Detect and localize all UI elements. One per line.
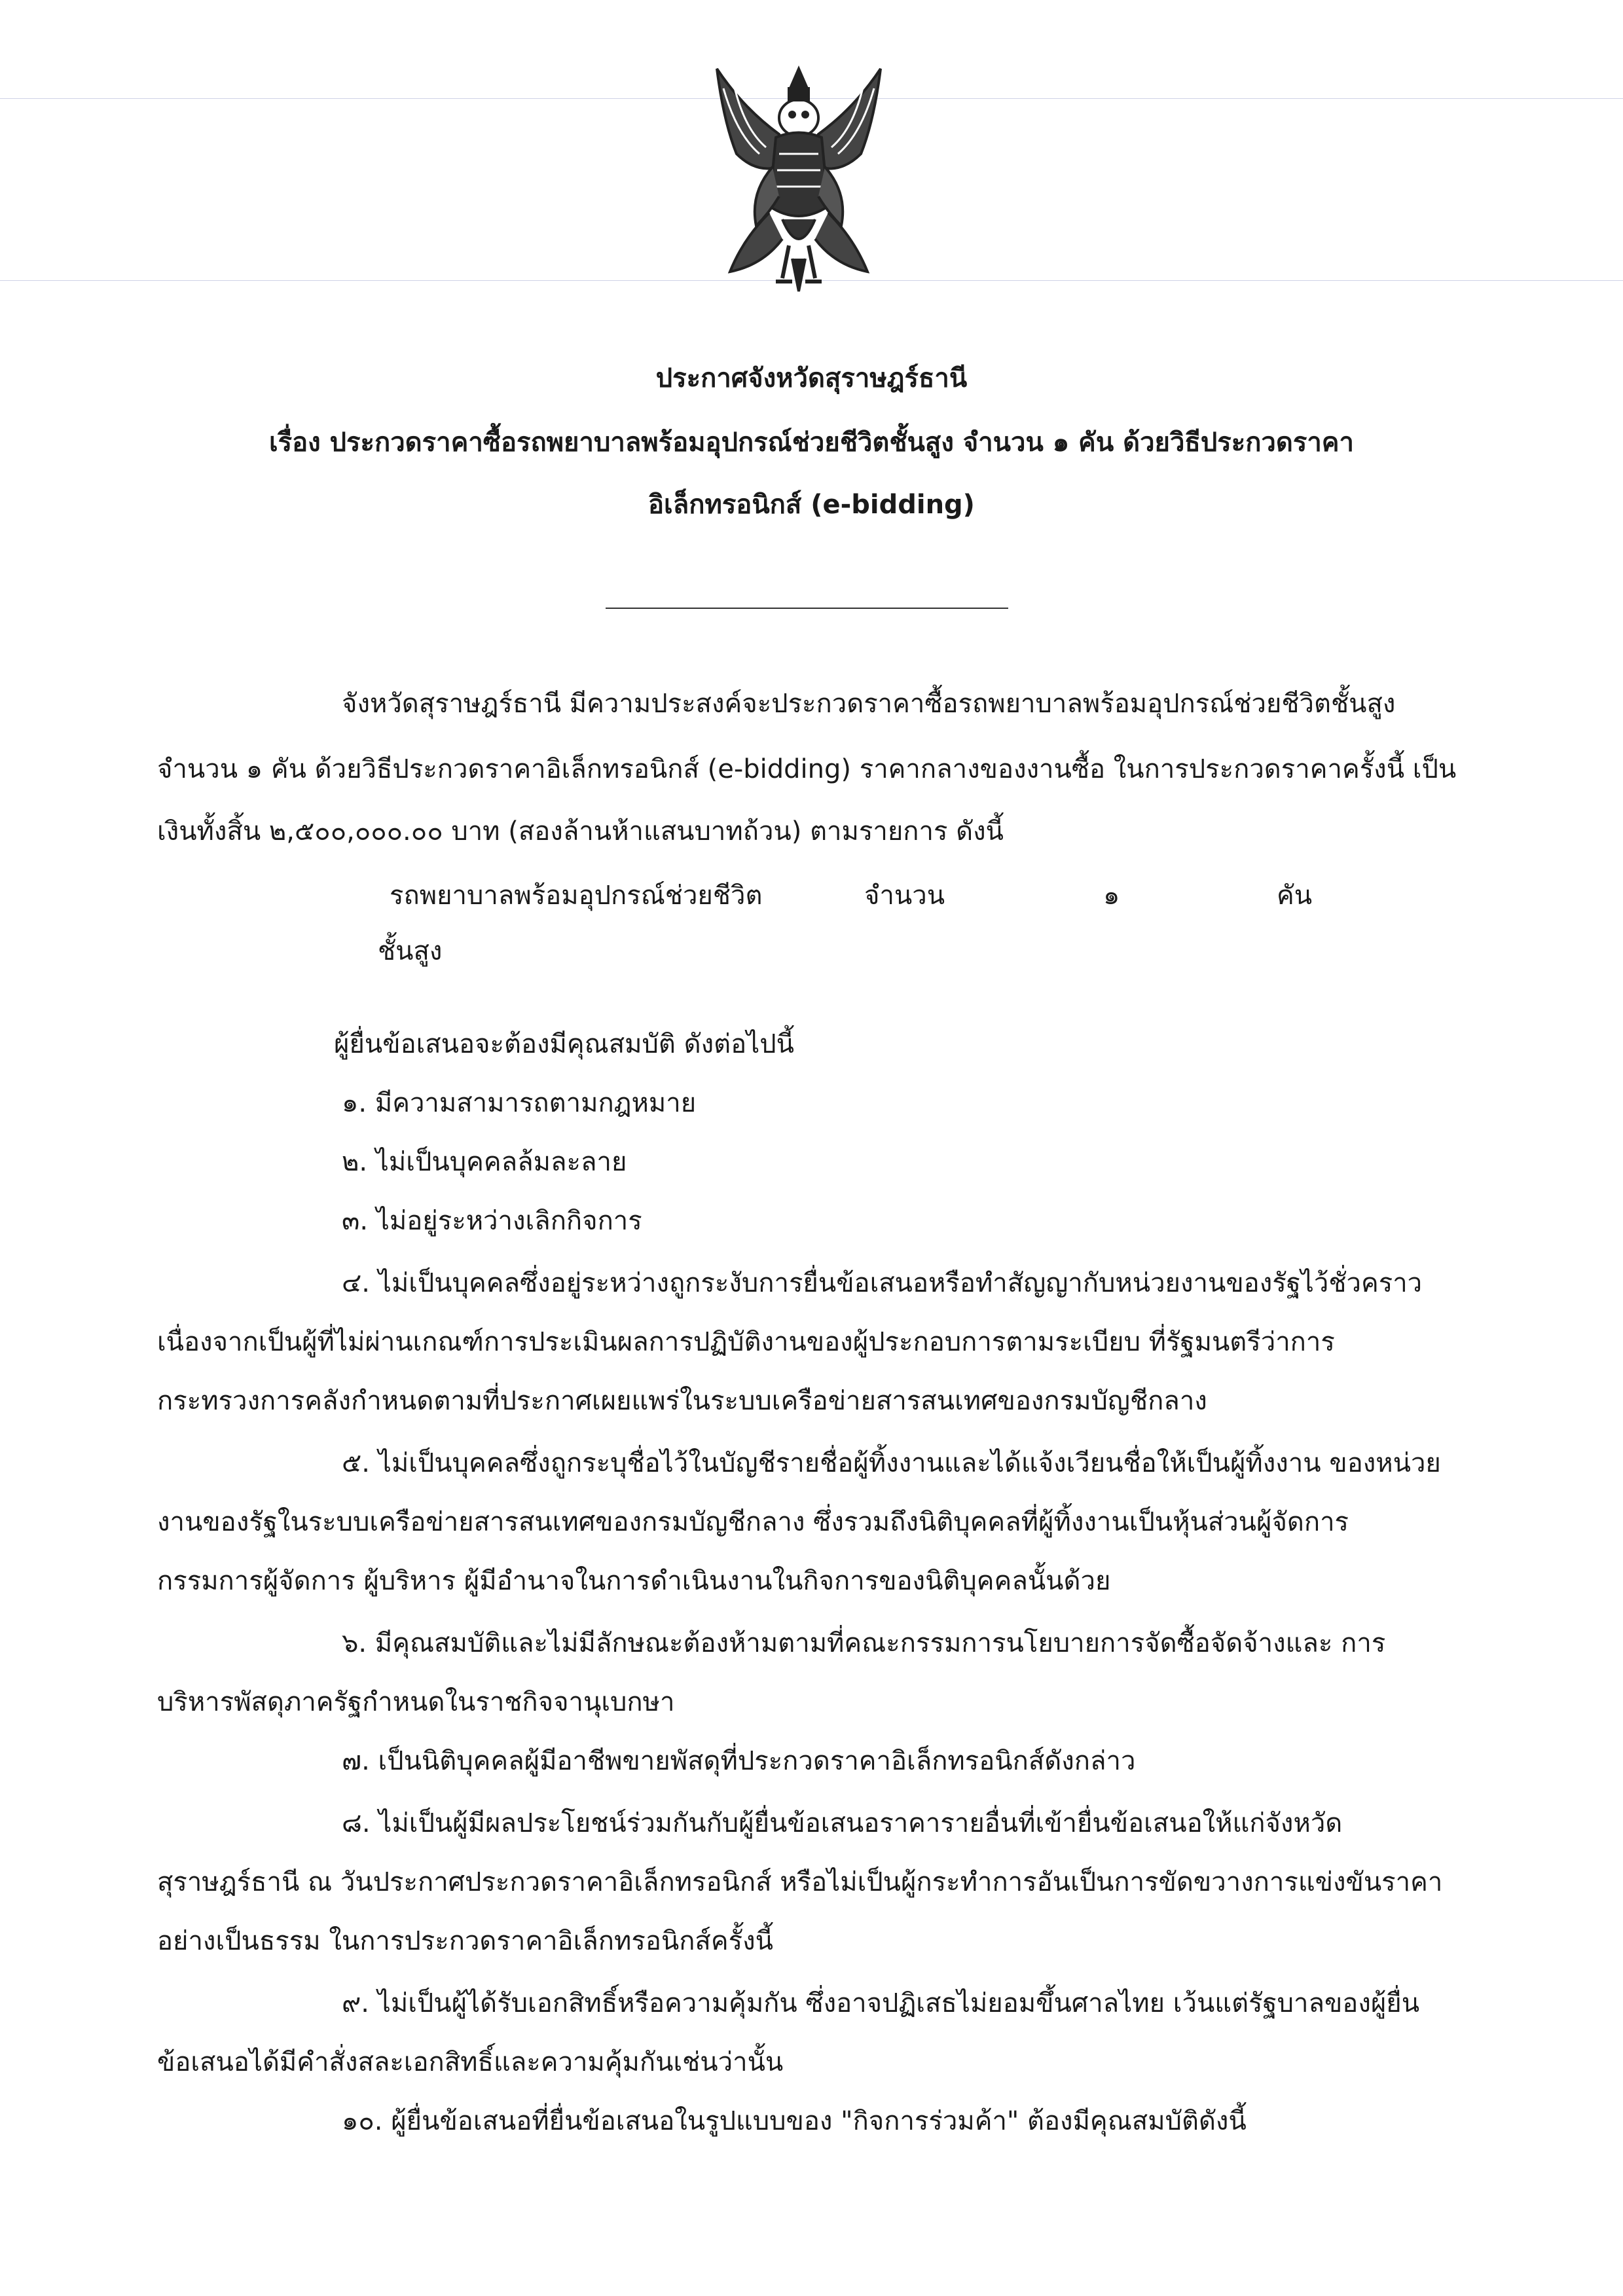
item-unit: คัน bbox=[1277, 881, 1313, 911]
qualification-line: กระทรวงการคลังกำหนดตามที่ประกาศเผยแพร่ในระบบเครือข่ายสารสนเทศของกรมบัญชีกลาง bbox=[157, 1386, 1207, 1416]
item-qty-label: จำนวน bbox=[864, 881, 945, 911]
qualification-line: ๕. ไม่เป็นบุคคลซึ่งถูกระบุชื่อไว้ในบัญชีรายชื่อผู้ทิ้งงานและได้แจ้งเวียนชื่อให้เป็นผู้ทิ้งงาน ของหน่วย bbox=[342, 1448, 1441, 1478]
qualification-line: ๓. ไม่อยู่ระหว่างเลิกกิจการ bbox=[342, 1206, 642, 1236]
qualification-line: ๔. ไม่เป็นบุคคลซึ่งอยู่ระหว่างถูกระงับการยื่นข้อเสนอหรือทำสัญญากับหน่วยงานของรัฐไว้ชั่วคราว bbox=[342, 1268, 1423, 1298]
qualification-line: งานของรัฐในระบบเครือข่ายสารสนเทศของกรมบัญชีกลาง ซึ่งรวมถึงนิติบุคคลที่ผู้ทิ้งงานเป็นหุ้นส่วนผู้จัดการ bbox=[157, 1507, 1349, 1537]
item-name-line-2: ชั้นสูง bbox=[378, 936, 443, 966]
garuda-emblem-icon bbox=[697, 62, 900, 301]
qualification-line: ๖. มีคุณสมบัติและไม่มีลักษณะต้องห้ามตามที่คณะกรรมการนโยบายการจัดซื้อจัดจ้างและ การ bbox=[342, 1628, 1386, 1658]
qualification-line: ๑๐. ผู้ยื่นข้อเสนอที่ยื่นข้อเสนอในรูปแบบของ "กิจการร่วมค้า" ต้องมีคุณสมบัติดังนี้ bbox=[342, 2106, 1247, 2136]
qualification-line: เนื่องจากเป็นผู้ที่ไม่ผ่านเกณฑ์การประเมินผลการปฏิบัติงานของผู้ประกอบการตามระเบียบ ที่รัฐมนตรีว่าการ bbox=[157, 1327, 1335, 1357]
qualification-line: บริหารพัสดุภาครัฐกำหนดในราชกิจจานุเบกษา bbox=[157, 1687, 675, 1717]
title-divider bbox=[606, 608, 1008, 609]
qualification-line: กรรมการผู้จัดการ ผู้บริหาร ผู้มีอำนาจในการดำเนินงานในกิจการของนิติบุคคลนั้นด้วย bbox=[157, 1566, 1111, 1596]
qualification-line: ๗. เป็นนิติบุคคลผู้มีอาชีพขายพัสดุที่ประกวดราคาอิเล็กทรอนิกส์ดังกล่าว bbox=[342, 1746, 1136, 1776]
qualification-line: สุราษฎร์ธานี ณ วันประกาศประกวดราคาอิเล็กทรอนิกส์ หรือไม่เป็นผู้กระทำการอันเป็นการขัดขวางการแข่งขันราคา bbox=[157, 1867, 1443, 1897]
subject-line-1: เรื่อง ประกวดราคาซื้อรถพยาบาลพร้อมอุปกรณ์ช่วยชีวิตชั้นสูง จำนวน ๑ คัน ด้วยวิธีประกวดราคา bbox=[268, 428, 1355, 458]
intro-line-3: เงินทั้งสิ้น ๒,๕๐๐,๐๐๐.๐๐ บาท (สองล้านห้าแสนบาทถ้วน) ตามรายการ ดังนี้ bbox=[157, 816, 1004, 847]
item-name-line-1: รถพยาบาลพร้อมอุปกรณ์ช่วยชีวิต bbox=[390, 881, 763, 911]
subject-line-2: อิเล็กทรอนิกส์ (e-bidding) bbox=[648, 490, 975, 520]
qualification-line: อย่างเป็นธรรม ในการประกวดราคาอิเล็กทรอนิกส์ครั้งนี้ bbox=[157, 1926, 773, 1956]
qualification-line: ๒. ไม่เป็นบุคคลล้มละลาย bbox=[342, 1147, 627, 1177]
qualification-line: ๑. มีความสามารถตามกฎหมาย bbox=[342, 1088, 697, 1118]
intro-line-1: จังหวัดสุราษฎร์ธานี มีความประสงค์จะประกวดราคาซื้อรถพยาบาลพร้อมอุปกรณ์ช่วยชีวิตชั้นสูง bbox=[342, 689, 1396, 719]
qualification-line: ๘. ไม่เป็นผู้มีผลประโยชน์ร่วมกันกับผู้ยื่นข้อเสนอราคารายอื่นที่เข้ายื่นข้อเสนอให้แก่จังหวัด bbox=[342, 1808, 1343, 1838]
qualification-heading: ผู้ยื่นข้อเสนอจะต้องมีคุณสมบัติ ดังต่อไปนี้ bbox=[334, 1029, 794, 1059]
qualification-line: ๙. ไม่เป็นผู้ได้รับเอกสิทธิ์หรือความคุ้มกัน ซึ่งอาจปฏิเสธไม่ยอมขึ้นศาลไทย เว้นแต่รัฐบาลของผู้ยื่น bbox=[342, 1988, 1420, 2018]
intro-line-2: จำนวน ๑ คัน ด้วยวิธีประกวดราคาอิเล็กทรอนิกส์ (e-bidding) ราคากลางของงานซื้อ ในการประกวดราคาครั้งนี้ เป็น bbox=[157, 754, 1457, 784]
qualification-line: ข้อเสนอได้มีคำสั่งสละเอกสิทธิ์และความคุ้มกันเช่นว่านั้น bbox=[157, 2047, 784, 2077]
announcement-title: ประกาศจังหวัดสุราษฎร์ธานี bbox=[655, 363, 968, 393]
item-qty: ๑ bbox=[1103, 881, 1120, 911]
